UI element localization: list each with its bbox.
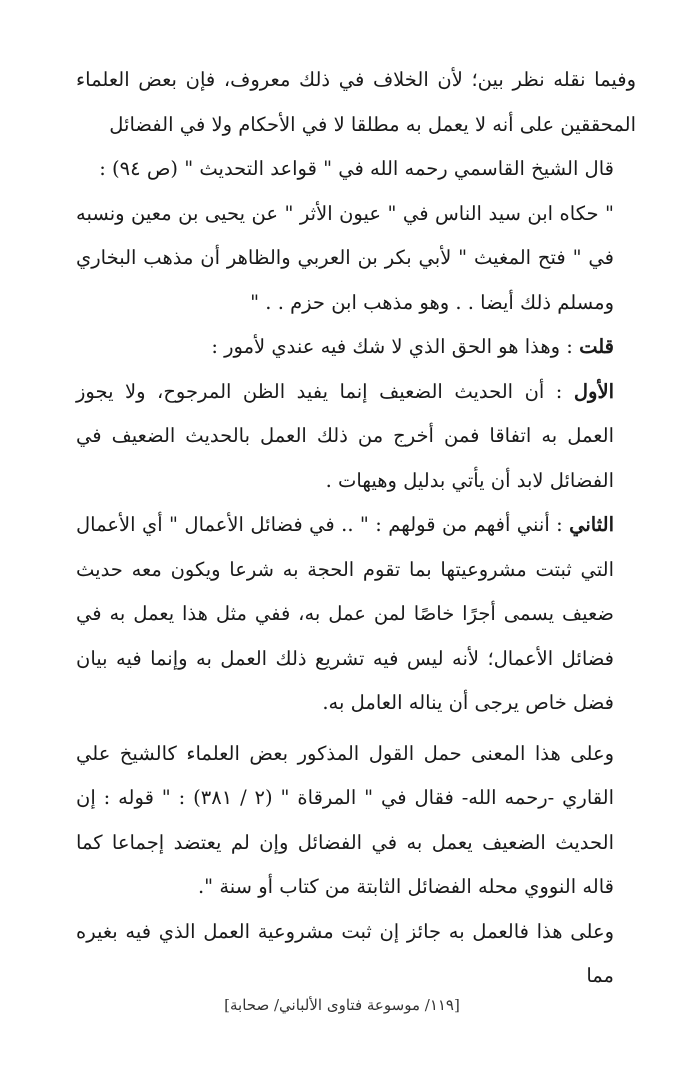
paragraph-8: وعلى هذا فالعمل به جائز إن ثبت مشروعية العمل الذي فيه بغيره مما xyxy=(76,919,614,987)
paragraph-2: قال الشيخ القاسمي رحمه الله في " قواعد التحديث " (ص ٩٤) : xyxy=(99,157,614,180)
paragraph-6 xyxy=(76,503,636,726)
paragraph-4 xyxy=(76,325,636,370)
paragraph-1: وفيما نقله نظر بين؛ لأن الخلاف في ذلك معروف، فإن بعض العلماء المحققين على أنه لا يعمل به مطلقا لا في الأحكام ولا في الفضائل xyxy=(76,68,636,136)
page-footer: [١١٩/ موسوعة فتاوى الألباني/ صحابة] xyxy=(224,996,460,1014)
lead-word-first: الأول xyxy=(573,379,614,403)
paragraph-6-text: : أنني أفهم من قولهم : " .. في فضائل الأعمال " أي الأعمال التي ثبتت مشروعيتها بما تقوم الحجة به شرعا ويكون معه حديث ضعيف يسمى أجرًا خاصًا لمن عمل به، ففي مثل هذا يعمل به في فضائل الأعمال؛ لأنه ليس فيه تشريع ذلك العمل به وإنما فيه بيان فضل خاص يرجى أن يناله العامل به. xyxy=(76,513,614,714)
paragraph-5-text: : أن الحديث الضعيف إنما يفيد الظن المرجوح، ولا يجوز العمل به اتفاقا فمن أخرج من ذلك العمل بالحديث الضعيف في الفضائل لابد أن يأتي بدليل وهيهات . xyxy=(76,379,614,492)
paragraph-3-quote: " حكاه ابن سيد الناس في " عيون الأثر " عن يحيى بن معين ونسبه في " فتح المغيث " لأبي بكر بن العربي والظاهر أن مذهب البخاري ومسلم ذلك أيضا . . وهو مذهب ابن حزم . . " xyxy=(76,201,614,314)
lead-word-qultu: قلت xyxy=(579,335,614,358)
paragraph-4-text: : وهذا هو الحق الذي لا شك فيه عندي لأمور : xyxy=(211,335,580,358)
lead-word-second: الثاني xyxy=(569,513,614,536)
paragraph-5 xyxy=(76,370,636,504)
body-text xyxy=(76,58,636,999)
paragraph-7: وعلى هذا المعنى حمل القول المذكور بعض العلماء كالشيخ علي القاري -رحمه الله- فقال في " المرقاة " (٢ / ٣٨١) : " قوله : إن الحديث الضعيف يعمل به في الفضائل وإن لم يعتضد إجماعا كما قاله النووي محله الفضائل الثابتة من كتاب أو سنة ". xyxy=(76,741,614,898)
